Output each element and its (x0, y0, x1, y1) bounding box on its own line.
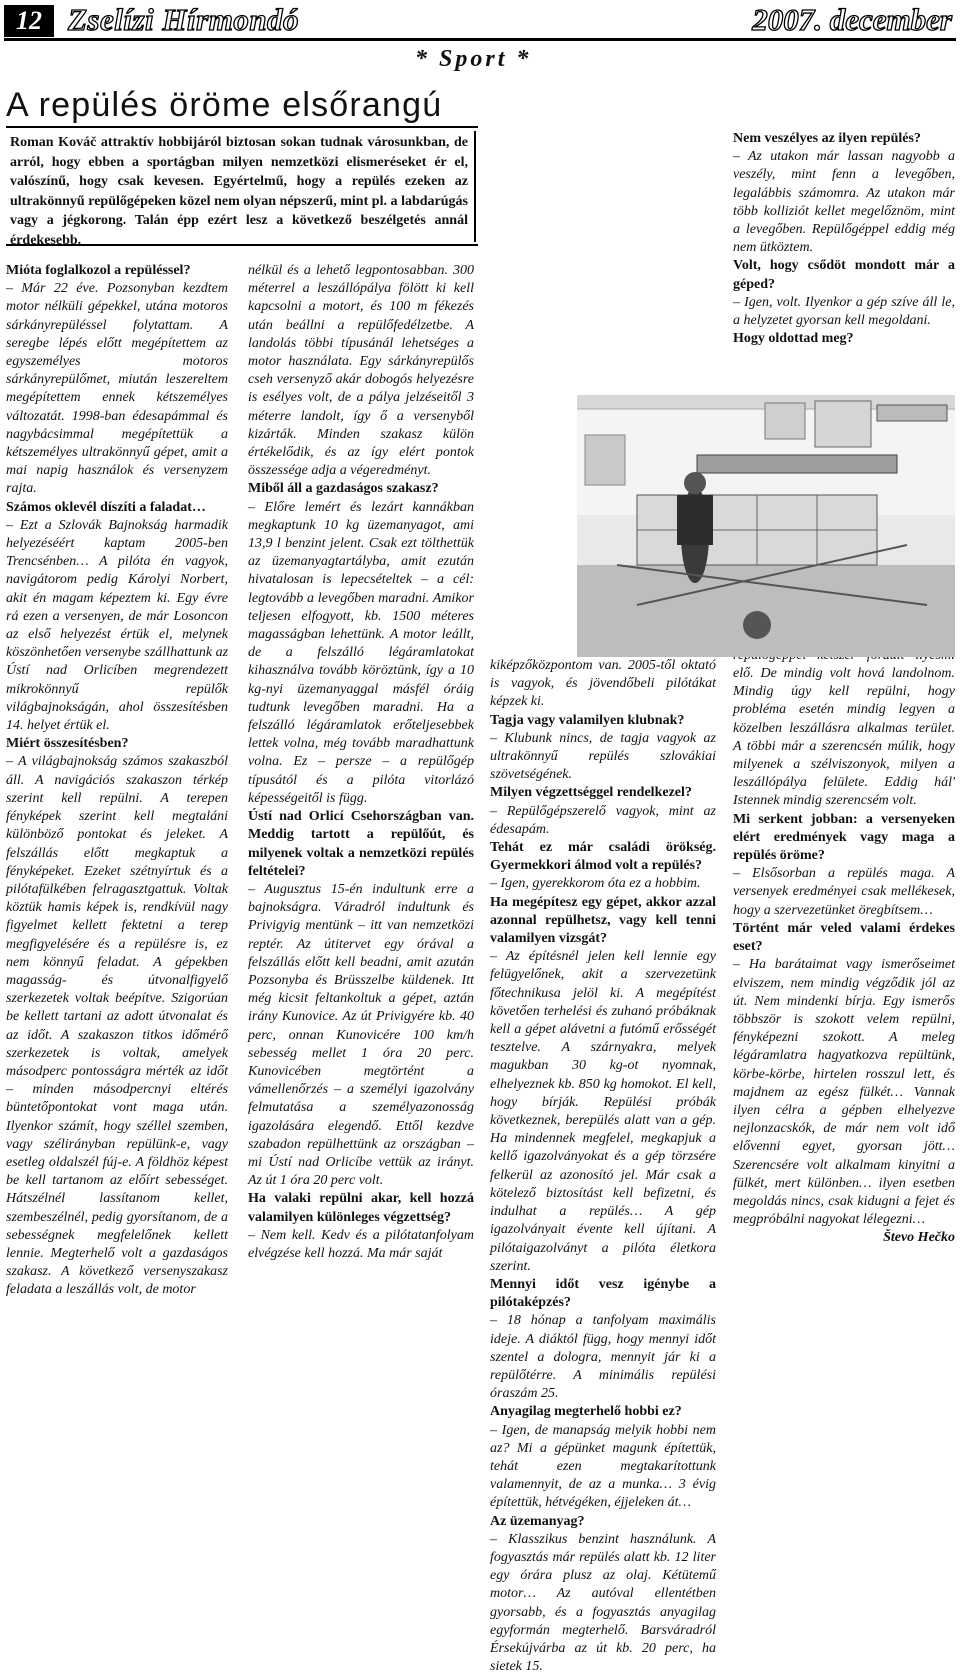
question: Tagja vagy valamilyen klubnak? (490, 712, 685, 728)
question: Anyagilag megterhelő hobbi ez? (490, 1404, 682, 1420)
question: Ha valaki repülni akar, kell hozzá valamilyen különleges végzettség? (248, 1191, 474, 1225)
page-header (0, 0, 960, 40)
answer: – Elsősorban a repülés maga. A versenyek eredményei csak mellékesek, hogy a szervezetünket öregbítsem… (733, 866, 955, 918)
paper-title: Zselízi Hírmondó (68, 2, 300, 37)
answer: – Már 22 éve. Pozsonyban kezdtem motor nélküli gépekkel, utána motoros sárkányrepüléssel folytattam. A seregbe lépés előtt megépítettem az egyszemélyes motoros sárkányrepülőmet, miután leszereltem megépítettem ennek kétszemélyes változatát. 1998-ban édesapámmal és nagybácsimmal megépítettük a kétszemélyes ultrakönnyű gépet, amit a mai napig használok és versenyzem rajta. (6, 281, 228, 497)
answer: – Ha barátaimat vagy ismerőseimet elviszem, nem mindig végződik jól az út. Nem mindenki bírja. Egy ismerős többször is szokott velem repülni, fényképezni szokott. A meleg légáramlatra hagyatkozva repültünk, körbe-körbe, hirtelen rosszul lett, és majdnem az egész fülkét… Vannak ilyen célra a gépben elhelyezve nejlonzacskók, de már nem volt idő elővenni egyet, gyorsan jött… Szerencsére volt alkalmam kinyitni a fülkét, mert különben… ilyen esetben megoldás nincs, csak kidugni a fejet és megpróbálni nagyokat lélegezni… (733, 957, 955, 1228)
answer: – Az utakon már lassan nagyobb a veszély, mint fenn a levegőben, legalábbis számomra. Az utakon már több kolliziót kellet megelőznöm, mint a levegőben. Repülőgéppel eddig még nem ütköztem. (733, 149, 955, 256)
question: Hogy oldottad meg? (733, 331, 854, 347)
answer: – Előre lemért és lezárt kannákban megkaptunk 10 kg üzemanyagot, ami 13,9 l benzint jelent. Csak ezt tölthettük az üzemanyagtartályba, amit ezután hivatalosan is lepecsételtek – a cél: legtovább a levegőben maradni. Amikor teljesen elfogyott, kb. 1500 méteres magasságban lehettünk. A motor leállt, de a felszálló légáramlatokat kihasználva tovább köröztünk, így a 10 kg-nyi üzemanyaggal másfél óráig tudtunk levegőben maradni. Ha a felszálló légáramlatok erőteljesebbek lettek volna, még tovább maradhattunk volna. Ez – persze – a repülőgép típusától és a pilóta vitorlázó képességeitől is függ. (248, 499, 474, 806)
lead-text: Roman Kováč attraktív hobbijáról biztosan sokan tudnak városunkban, de arról, hogy ebben a sportágban milyen nemzetközi elismeréseket ér el, valószínű, hogy csak kevesen. Egyértelmű, hogy a repülés ezeken az ultrakönnyű repülőgépeken közel nem olyan népszerű, mint pl. a labdarúgás vagy a jégkorong. Talán épp ezért lesz a következő beszélgetés annál érdekesebb. (10, 135, 468, 248)
question: Miből áll a gazdaságos szakasz? (248, 481, 439, 497)
question: Számos oklevél díszíti a faladat… (6, 499, 206, 515)
answer: – Igen, volt. Ilyenkor a gép szíve áll le, a helyzetet gyorsan kell megoldani. (733, 294, 955, 329)
answer: – Klubunk nincs, de tagja vagyok az ultrakönnyű repülés szlovákiai szövetségének. (490, 730, 716, 783)
page-number: 12 (4, 5, 54, 37)
column-3 (490, 130, 716, 1675)
answer: – Igen, gyerekkorom óta ez a hobbim. (490, 876, 701, 892)
article-headline: A repülés öröme elsőrangú (6, 86, 443, 124)
answer: elő. De mindig volt hová landolnom. Mindig úgy kell repülni, hogy probléma esetén mindig legyen a közelben leszállásra alkalmas terület. A többi már a szerencsén múlik, hogy milyenek a szélviszonyok, milyen a leszállópálya felülete. Eddig hál' Istennek mindig szerencsém volt. (733, 666, 955, 809)
answer: – Ezt a Szlovák Bajnokság harmadik helyezéséért kaptam 2005-ben Trencsénben… A pilóta én vagyok, navigátorom pedig Károlyi Norbert, akit én magam képeztem ki. Egy évre rá ezen a versenyen, de már Losoncon az első helyezést értük el, melynek köszönhetően versenybe szállhattunk az Ústí nad Orlicíben megrendezett mikrokönnyű repülők világbajnokságán, ahol összesítésben 14. helyet értük el. (6, 517, 229, 734)
header-rule (4, 38, 956, 41)
question: Tehát ez már családi örökség. Gyermekkori álmod volt a repülés? (490, 840, 716, 874)
question: Mi serkent jobban: a versenyeken elért eredmények vagy maga a repülés öröme? (733, 811, 955, 864)
workshop-photo (577, 395, 955, 657)
answer: – Klasszikus benzint használunk. A fogyasztás már repülés alatt kb. 12 liter egy órára plusz az olaj. Kétütemű motor… Az autóval ellentétben gyorsabb, és a fogyasztás anyagilag egyformán megterhelő. Barsváradról Érsekújvárba az út kb. 20 perc, ha sietek 15. (490, 1531, 716, 1675)
answer: kiképzőközpontom van. 2005-től oktató is vagyok, és jövendőbeli pilótákat képzek ki. (490, 658, 716, 710)
answer: – Az építésnél jelen kell lennie egy felügyelőnek, akit a szervezetünk főtechnikusa jelöl ki. A megépítést követően terhelési és zuhanó próbáknak kell a gépet alávetni a futómű erősségét tesztelve. A szárnyakra, melyek magukban 30 kg-ot nyomnak, elhelyeznek kb. 850 kg homokot. El kell, hogy bírják. Repülési próbák következnek, berepülés alatt van a gép. Ha mindennek megfelel, megkapjuk a kellő igazolványokat és a gép törzsére felkerül az azonosító jel. Már csak a kötelező biztosítást kell befizetni, és indulhat a repülés… A gép igazolványait évente kell újítani. A pilótaigazolványt a pilóta életkora szerint. (490, 949, 716, 1274)
author-signature: Števo Hečko (883, 1230, 955, 1246)
question: Milyen végzettséggel rendelkezel? (490, 785, 692, 801)
question: Mennyi időt vesz igénybe a pilótaképzés? (490, 1276, 716, 1311)
question: Az üzemanyag? (490, 1513, 585, 1529)
answer: – 18 hónap a tanfolyam maximális ideje. A diáktól függ, hogy mennyi időt szentel a dologra, mennyit jár ki a repülőtérre. A minimális repülési óraszám 25. (490, 1313, 716, 1402)
column-2 (248, 262, 474, 1392)
answer: – Igen, de manapság melyik hobbi nem az? Mi a gépünket magunk építettük, tehát ezen megtakarítottunk valamennyit, de az a munka… 3 évig építettük, hétvégéken, éjjeleken át… (490, 1422, 716, 1511)
question: Ha megépítesz egy gépet, akkor azzal azonnal repülhetsz, vagy kell tenni valamilyen vizsgát? (490, 894, 716, 947)
answer: nélkül és a lehető legpontosabban. 300 méterrel a leszállópálya fölött ki kell kapcsolni a motort, és 100 m fékezés után beállni a repülőfedélzetbe. A landolás többi típusánál lehetséges a motor használata. Egy sárkányrepülős cseh versenyző akár dobogós helyezésre is esélyes volt, de a pálya jelzéseitől 3 méterre landolt, így ő a versenyből kizárták. Minden szakasz külön értékelődik, és az így elért pontok összessége adja a végeredményt. (248, 263, 474, 479)
answer: – Augusztus 15-én indultunk erre a bajnokságra. Váradról indultunk és Privigyig mentünk – itt van nemzetközi reptér. Az útitervet egy órával a felszállás előtt kell beadni, amit azután Pozsonyba és Brüsszelbe küldenek. Itt még kicsit feltankoltuk a gépet, aztán irány Kunovice. Az út Privigyére kb. 40 perc, onnan Kunovicére 100 km/h sebesség mellet 1 óra 20 perc. Kunovicében megtörtént a vámellenőrzés – a személyi igazolvány felmutatása a személyazonosság igazolására elegendő. Ettől kezdve szabadon repülhettünk az országban – mi Ústí nad Orlicíbe vettük az irányt. Az út 1 óra 20 perc volt. (248, 881, 474, 1189)
lead-box (6, 126, 478, 246)
question: Ústí nad Orlicí Csehországban van. Meddig tartott a repülőút, és milyenek voltak a nemzetközi repülés feltételei? (248, 809, 474, 879)
column-1 (6, 262, 228, 1392)
question: Nem veszélyes az ilyen repülés? (733, 131, 921, 146)
question: Miért összesítésben? (6, 736, 129, 752)
issue-date: 2007. december (752, 2, 952, 37)
photo-image (577, 395, 955, 657)
question: Mióta foglalkozol a repüléssel? (6, 263, 191, 278)
question: Történt már veled valami érdekes eset? (733, 920, 955, 955)
answer: – Nem kell. Kedv és a pilótatanfolyam elvégzése kell hozzá. Ma már saját (248, 1227, 474, 1261)
answer: – Repülőgépszerelő vagyok, mint az édesapám. (490, 803, 716, 837)
section-title: * Sport * (415, 46, 532, 72)
answer: – A világbajnokság számos szakaszból áll. A navigációs szakaszon térkép szerint kell repülni. A terepen fényképek szerint kell megtaláni különböző pontokat és jeleket. A felszállás előtt megkaptuk a fényképeket. Ezeket szétnyírtuk és a pilótafülkében felragasztgattuk. Voltak köztük hamis képek is, rendkívül nagy figyelmet kellett fektetni a terep megfigyelésére és a repülésre is, ez nem könnyű feladat. A gépekben magasság- és útvonalfigyelő szerkezetek voltak beépítve. Szigorúan be kellett tartani az adott útvonalat és az időt. A szakaszon titkos időmérő szerkezetek is voltak, amelyek másodperc pontosságra mérték az időt – minden másodpercnyi eltérés büntetőpontokat vont maga után. Ilyenkor számít, hogy széllel szemben, vagy szélirányban repülünk-e, vagy esetleg oldalszél fúj-e. A földhöz képest be kell tartanom az előírt sebességet. Hátszélnél lassítanom kellet, szembeszélnél, pedig gyorsítanom, de a sebességnek megfelelőnek kellett lennie. Megterhelő volt a gazdaságos szakasz. A következő versenyszakasz feladata a leszállás volt, de motor (6, 754, 228, 1298)
column-4 (733, 130, 955, 1395)
question: Volt, hogy csődöt mondott már a géped? (733, 258, 955, 292)
